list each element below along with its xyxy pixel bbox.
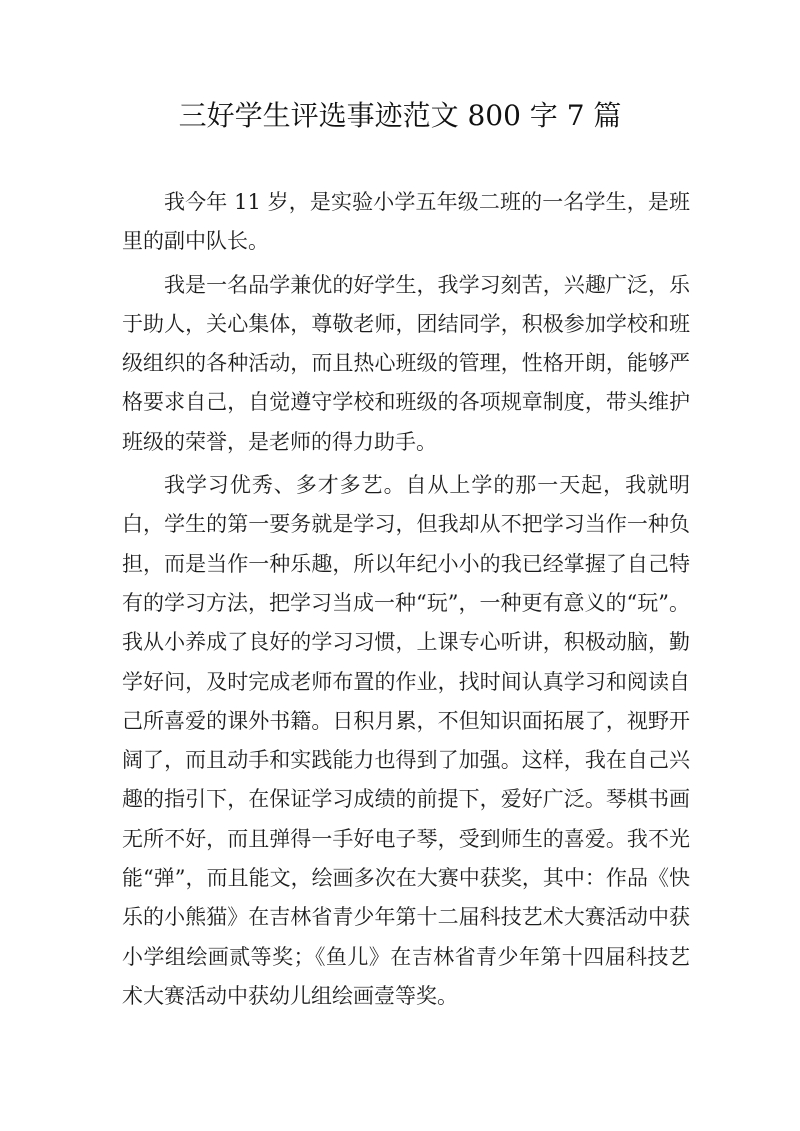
document-body bbox=[122, 183, 690, 1016]
paragraph-study-talent: 我学习优秀、多才多艺。自从上学的那一天起，我就明白，学生的第一要务就是学习，但我却从不把学习当作一种负担，而是当作一种乐趣，所以年纪小小的我已经掌握了自己特有的学习方法，把学习当成一种“玩”，一种更有意义的“玩”。我从小养成了良好的学习习惯，上课专心听讲，积极动脑，勤学好问，及时完成老师布置的作业，找时间认真学习和阅读自己所喜爱的课外书籍。日积月累，不但知识面拓展了，视野开阔了，而且动手和实践能力也得到了加强。这样，我在自己兴趣的指引下，在保证学习成绩的前提下，爱好广泛。琴棋书画无所不好，而且弹得一手好电子琴，受到师生的喜爱。我不光能“弹”，而且能文，绘画多次在大赛中获奖，其中：作品《快乐的小熊猫》在吉林省青少年第十二届科技艺术大赛活动中获小学组绘画贰等奖；《鱼儿》在吉林省青少年第十四届科技艺术大赛活动中获幼儿组绘画壹等奖。 bbox=[122, 473, 690, 1008]
paragraph-character: 我是一名品学兼优的好学生，我学习刻苦，兴趣广泛，乐于助人，关心集体，尊敬老师，团结同学，积极参加学校和班级组织的各种活动，而且热心班级的管理，性格开朗，能够严格要求自己，自觉遵守学校和班级的各项规章制度，带头维护班级的荣誉，是老师的得力助手。 bbox=[122, 272, 690, 454]
paragraph-intro: 我今年 11 岁，是实验小学五年级二班的一名学生，是班里的副中队长。 bbox=[122, 190, 690, 254]
document-title: 三好学生评选事迹范文 800 字 7 篇 bbox=[178, 99, 622, 132]
